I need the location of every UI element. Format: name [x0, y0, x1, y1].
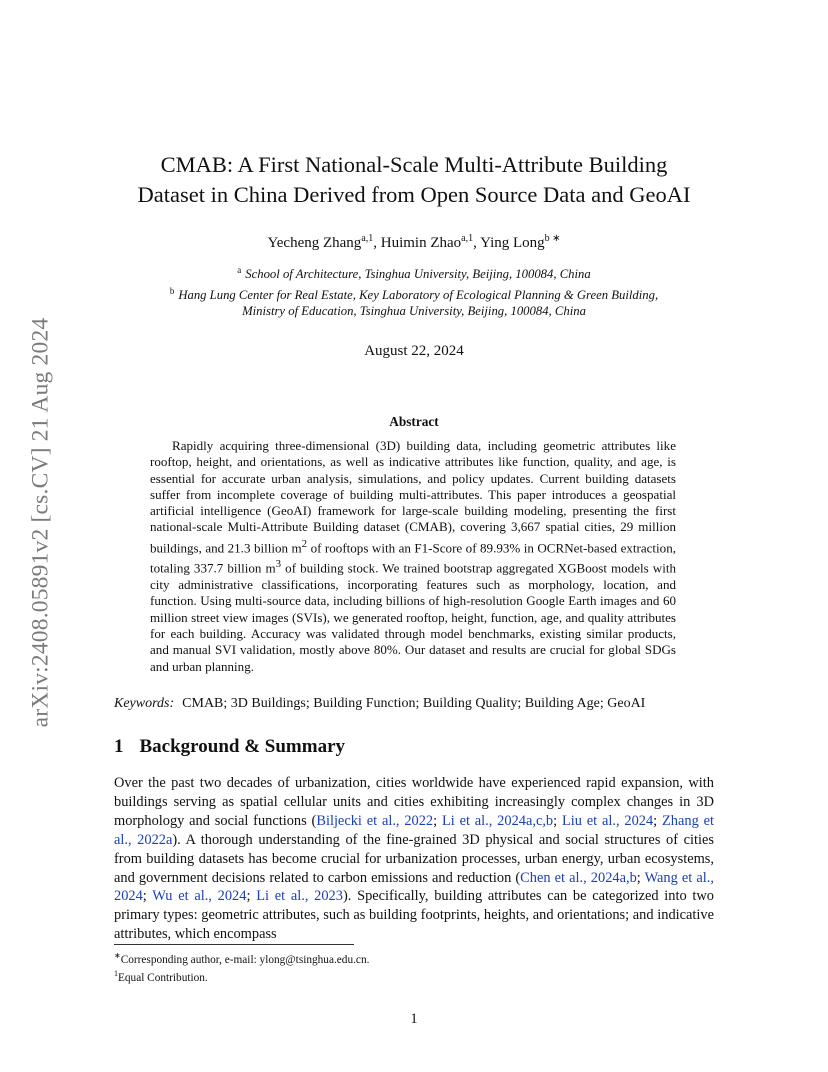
affiliation-a-mark: a: [237, 265, 242, 275]
footnote-divider: [114, 944, 354, 945]
citation-link[interactable]: Wu et al., 2024: [152, 888, 247, 905]
footnote-mark: 1: [114, 969, 118, 979]
section-title: Background & Summary: [139, 736, 346, 757]
body-text-segment: ;: [142, 888, 153, 905]
arxiv-identifier-text: arXiv:2408.05891v2 [cs.CV] 21 Aug 2024: [27, 317, 54, 727]
body-text-segment: ;: [246, 888, 257, 905]
affiliation-a-text: School of Architecture, Tsinghua University, Beijing, 100084, China: [245, 267, 591, 282]
author-superscript: b ∗: [544, 233, 561, 244]
body-paragraph: [114, 774, 714, 944]
keywords-label: Keywords:: [114, 696, 175, 711]
body-text-segment: ). Specifically, building attributes can be categorized into two primary types: geometric attributes, such as building footprints, heights, and orientations; and indicative attributes, which encompass: [114, 888, 714, 943]
abstract-part-2: of rooftops with an F1-Score of 89.93% in OCRNet-based extraction, totaling 337.7 billion m: [150, 540, 676, 576]
title-line-1: CMAB: A First National-Scale Multi-Attribute Building: [160, 152, 668, 177]
body-text-segment: ;: [433, 812, 442, 829]
body-text-segment: ;: [653, 812, 662, 829]
abstract-heading: Abstract: [389, 414, 439, 429]
body-text-segment: ). A thorough understanding of the fine-grained 3D physical and social structures of cities from building datasets has become crucial for urbanization processes, urban energy, urban ecosystems, and government decisions related to carbon emissions and reduction (: [114, 831, 714, 886]
footnote-text: Corresponding author, e-mail: ylong@tsinghua.edu.cn.: [120, 953, 370, 966]
affiliation-b-text-2: Ministry of Education, Tsinghua University, Beijing, 100084, China: [242, 304, 586, 319]
abstract-superscript-2: 2: [301, 537, 308, 550]
affiliation-b-mark: b: [169, 285, 175, 296]
body-text-segment: Over the past two decades of urbanization, cities worldwide have experienced rapid expansion, with buildings serving as spatial cellular units and cities exhibiting increasingly complex changes in 3D morphology and social functions (: [114, 775, 714, 829]
citation-link[interactable]: Wang et al., 2024: [114, 869, 714, 905]
author-separator: ,: [373, 235, 381, 251]
citation-link[interactable]: Li et al., 2024a,c,b: [441, 812, 554, 829]
page-number: 1: [410, 1011, 418, 1027]
title-line-2: Dataset in China Derived from Open Source Data and GeoAI: [137, 182, 691, 207]
author-list: [100, 230, 728, 252]
footnote-equal-contribution: [114, 967, 714, 985]
footnotes: [114, 949, 714, 986]
arxiv-identifier-sidebar: [18, 282, 64, 762]
author-superscript: a,1: [361, 233, 374, 244]
citation-link[interactable]: Liu et al., 2024: [561, 812, 654, 829]
citation-link[interactable]: Li et al., 2023: [256, 888, 343, 905]
body-text-segment: ;: [636, 869, 645, 886]
affiliations: [100, 262, 728, 320]
author-name: Huimin Zhao: [380, 235, 462, 251]
footnote-mark: ∗: [114, 951, 121, 960]
affiliation-b: [100, 283, 728, 304]
affiliation-a: [100, 262, 728, 283]
section-number: 1: [114, 736, 124, 757]
author-name: Ying Long: [480, 235, 545, 251]
paper-title: [100, 150, 728, 210]
author-separator: ,: [473, 235, 481, 251]
affiliation-b-continued: [100, 303, 728, 320]
footnote-corresponding: [114, 949, 714, 967]
abstract-part-3: of building stock. We trained bootstrap aggregated XGBoost models with city administrative classifications, incorporating features such as morphology, location, and function. Using multi-source data, including billions of high-resolution Google Earth images and 60 million street view images (SVIs), we generated rooftop, height, function, age, and quality attributes for each building. Accuracy was validated through model benchmarks, existing similar products, and manual SVI validation, mostly above 80%. Our dataset and results are crucial for global SDGs and urban planning.: [150, 560, 676, 674]
keywords-text: CMAB; 3D Buildings; Building Function; Building Quality; Building Age; GeoAI: [182, 696, 646, 711]
section-heading: [114, 736, 345, 758]
keywords-line: [114, 696, 718, 712]
publication-date: August 22, 2024: [364, 343, 464, 359]
abstract-part-1: Rapidly acquiring three-dimensional (3D) building data, including geometric attributes like rooftop, height, and orientations, as well as indicative attributes like function, quality, and age, is essential for accurate urban analysis, simulations, and policy updates. Current building datasets suffer from incomplete coverage of building multi-attributes. This paper introduces a geospatial artificial intelligence (GeoAI) framework for large-scale building modeling, presenting the first national-scale Multi-Attribute Building dataset (CMAB), covering 3,667 spatial cities, 29 million buildings, and 21.3 billion m: [150, 438, 676, 556]
citation-link[interactable]: Zhang et al., 2022a: [114, 812, 714, 848]
affiliation-b-text-1: Hang Lung Center for Real Estate, Key Laboratory of Ecological Planning & Green Building,: [178, 287, 659, 302]
author-name: Yecheng Zhang: [267, 235, 362, 251]
body-text-segment: ;: [553, 812, 562, 829]
citation-link[interactable]: Biljecki et al., 2022: [316, 812, 434, 829]
citation-link[interactable]: Chen et al., 2024a,b: [520, 869, 637, 886]
abstract-superscript-3: 3: [275, 558, 282, 571]
abstract-text: [150, 438, 676, 675]
author-superscript: a,1: [461, 233, 474, 244]
footnote-text: Equal Contribution.: [118, 972, 208, 985]
